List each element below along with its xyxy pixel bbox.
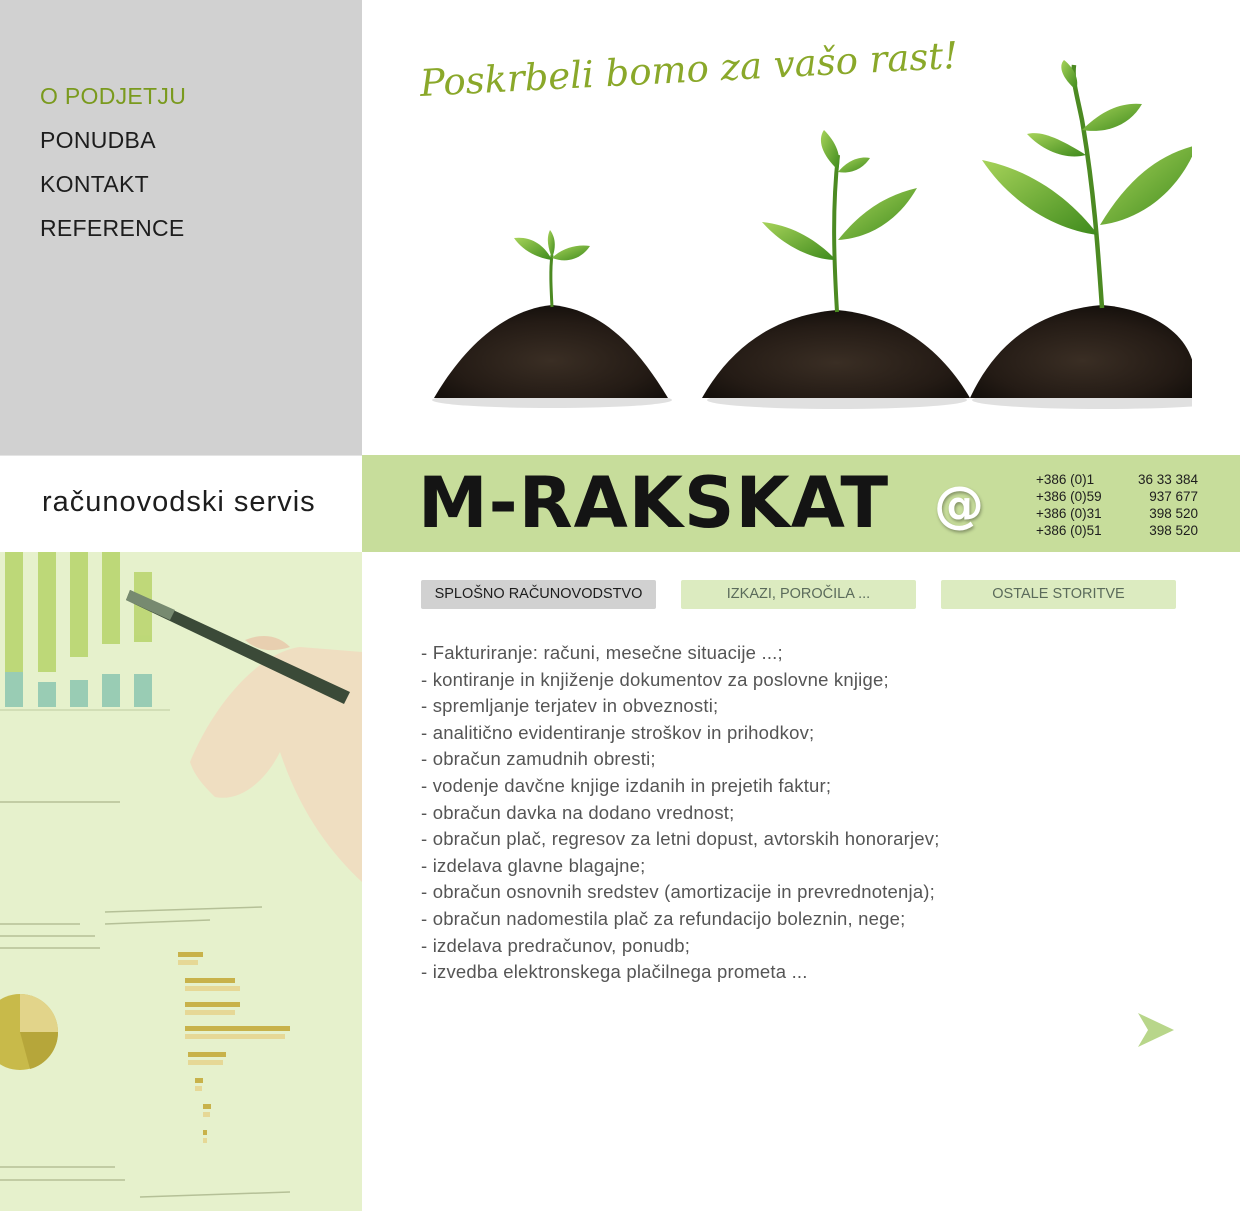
list-item: - izdelava glavne blagajne;: [421, 854, 646, 876]
list-item: - vodenje davčne knjige izdanih in prejetih faktur;: [421, 774, 832, 796]
phone-number: 937 677: [1149, 489, 1198, 504]
list-item: - obračun plač, regresov za letni dopust, avtorskih honorarjev;: [421, 828, 940, 850]
phone-row: [1036, 505, 1198, 522]
company-name: M-RAKSKAT: [418, 462, 890, 544]
services-list: [421, 640, 940, 986]
finance-document-image: [0, 552, 362, 1211]
slogan: Poskrbeli bomo za vašo rast!: [418, 33, 960, 105]
phone-prefix: +386 (0)1: [1036, 472, 1095, 487]
list-item: - spremljanje terjatev in obveznosti;: [421, 695, 719, 717]
document-illustration: [0, 552, 362, 1211]
phone-list: [1036, 471, 1198, 539]
nav-item-kontakt[interactable]: KONTAKT: [40, 171, 150, 197]
list-item: - izdelava predračunov, ponudb;: [421, 934, 691, 956]
list-item: - kontiranje in knjiženje dokumentov za poslovne knjige;: [421, 668, 889, 690]
list-item: - Fakturiranje: računi, mesečne situacije ...;: [421, 642, 783, 663]
phone-number: 398 520: [1149, 523, 1198, 538]
list-item: - izvedba elektronskega plačilnega prometa ...: [421, 961, 808, 983]
phone-prefix: +386 (0)51: [1036, 523, 1102, 538]
tab-izkazi-porocila[interactable]: IZKAZI, POROČILA ...: [681, 580, 916, 609]
sidebar: [0, 0, 362, 455]
at-icon[interactable]: @: [934, 476, 984, 534]
list-item: - obračun zamudnih obresti;: [421, 748, 656, 770]
list-item: - analitično evidentiranje stroškov in prihodkov;: [421, 721, 815, 743]
arrow-right-icon[interactable]: [1136, 1011, 1176, 1049]
company-subtitle: računovodski servis: [42, 486, 316, 518]
growing-plants-image: [422, 60, 1192, 420]
phone-row: [1036, 471, 1198, 488]
service-tabs: [421, 580, 1176, 609]
subtitle-band: [0, 455, 362, 553]
list-item: - obračun davka na dodano vrednost;: [421, 801, 735, 823]
hero-banner: [362, 0, 1240, 455]
tab-splosno-racunovodstvo[interactable]: SPLOŠNO RAČUNOVODSTVO: [421, 580, 656, 609]
phone-row: [1036, 522, 1198, 539]
phone-number: 36 33 384: [1137, 472, 1198, 487]
tab-ostale-storitve[interactable]: OSTALE STORITVE: [941, 580, 1176, 609]
list-item: - obračun osnovnih sredstev (amortizacije in prevrednotenja);: [421, 881, 936, 903]
list-item: - obračun nadomestila plač za refundacijo boleznin, nege;: [421, 907, 906, 929]
nav-item-o-podjetju[interactable]: O PODJETJU: [40, 83, 187, 109]
main-nav: [40, 74, 186, 250]
phone-prefix: +386 (0)31: [1036, 506, 1102, 521]
brand-band: [362, 455, 1240, 552]
phone-row: [1036, 488, 1198, 505]
nav-item-reference[interactable]: REFERENCE: [40, 215, 185, 241]
nav-item-ponudba[interactable]: PONUDBA: [40, 127, 156, 153]
phone-number: 398 520: [1149, 506, 1198, 521]
phone-prefix: +386 (0)59: [1036, 489, 1102, 504]
